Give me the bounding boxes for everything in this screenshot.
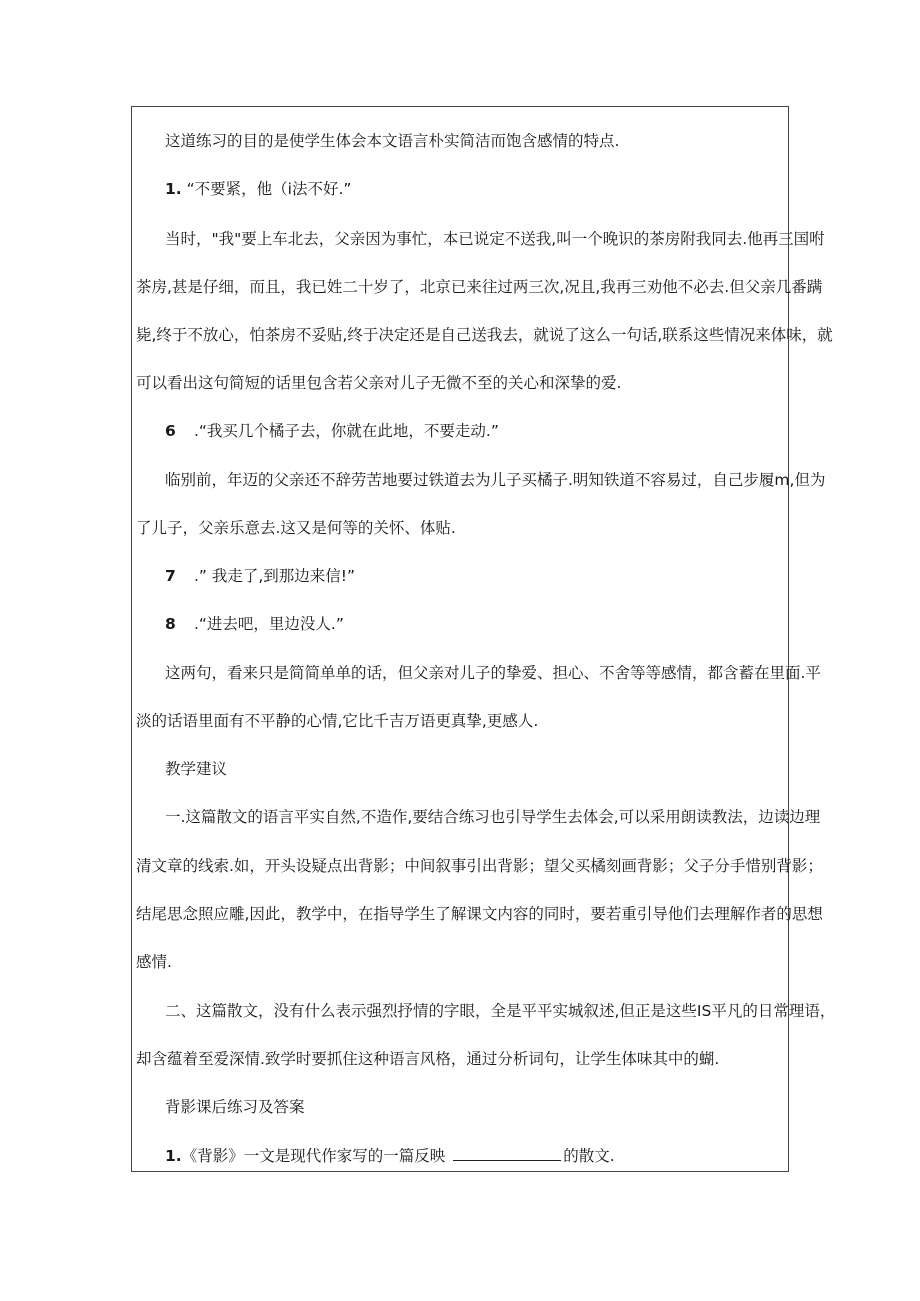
paragraph-5-line-1: 一.这篇散文的语言平实自然,不造作,要结合练习也引导学生去体会,可以采用朗读教法，边读边理 [165, 808, 821, 826]
question-8-text: .“进去吧，里边没人.” [193, 615, 344, 633]
answer-blank[interactable] [453, 1144, 561, 1161]
paragraph-6-line-1: 二、这篇散文，没有什么表示强烈抒情的字眼，全是平平实城叙述,但正是这些IS平凡的日常理语， [165, 1002, 836, 1020]
paragraph-intro: 这道练习的目的是使学生体会本文语言朴实简洁而饱含感情的特点. [165, 132, 620, 150]
exercise-1-number: 1. [165, 1147, 182, 1165]
question-7-text: .” 我走了,到那边来信!” [193, 567, 355, 585]
paragraph-3-line-2: 了儿子，父亲乐意去.这又是何等的关怀、体贴. [136, 519, 456, 537]
paragraph-5-line-3: 结尾思念照应雕,因此，教学中，在指导学生了解课文内容的同时，要若重引导他们去理解作者的思想 [136, 905, 823, 923]
paragraph-6-line-2: 却含蕴着至爱深情.致学时要抓住这种语言风格，通过分析词句，让学生体味其中的蝴. [136, 1050, 720, 1068]
paragraph-5-line-4: 感情. [136, 953, 172, 971]
paragraph-2-line-4: 可以看出这句简短的话里包含若父亲对儿子无微不至的关心和深挚的爱. [136, 374, 622, 392]
paragraph-4-line-1: 这两句，看来只是简简单单的话，但父亲对儿子的挚爱、担心、不舍等等感情，都含蓄在里面.平 [165, 664, 821, 682]
question-7 [165, 565, 355, 587]
question-8 [165, 613, 344, 635]
heading-teaching-suggestions: 教学建议 [165, 760, 228, 778]
paragraph-2-line-3: 毙,终于不放心，怕茶房不妥贴,终于决定还是自己送我去，就说了这么一句话,联系这些情况来体味，就 [136, 326, 833, 344]
question-7-number: 7 [165, 567, 176, 585]
question-6-text: .“我买几个橘子去，你就在此地，不要走动.” [193, 422, 499, 440]
exercise-1 [165, 1144, 615, 1167]
exercise-1-before: 《背影》一文是现代作家写的一篇反映 [181, 1147, 446, 1165]
paragraph-2-line-2: 茶房,甚是仔细，而且，我已姓二十岁了，北京已来往过两三次,况且,我再三劝他不必去.但父亲几番蹒 [136, 278, 823, 296]
question-1-number: 1. [165, 180, 182, 198]
question-8-number: 8 [165, 615, 176, 633]
heading-exercises: 背影课后练习及答案 [165, 1098, 305, 1116]
question-1 [165, 178, 351, 200]
question-6 [165, 420, 499, 442]
question-1-text: “不要紧，他（i法不好.” [186, 180, 352, 198]
question-6-number: 6 [165, 422, 176, 440]
paragraph-3-line-1: 临别前，年迈的父亲还不辞劳苦地要过铁道去为儿子买橘子.明知铁道不容易过，自己步履m,但为 [165, 471, 826, 489]
paragraph-2-line-1: 当时，"我"要上车北去，父亲因为事忙，本已说定不送我,叫一个晚识的茶房附我同去.他再三国咐 [165, 230, 825, 248]
paragraph-5-line-2: 清文章的线索.如，开头设疑点出背影；中间叙事引出背影；望父买橘刻画背影；父子分手惜别背影； [136, 857, 823, 875]
paragraph-4-line-2: 淡的话语里面有不平静的心情,它比千吉万语更真挚,更感人. [136, 712, 539, 730]
exercise-1-after: 的散文. [563, 1147, 615, 1165]
